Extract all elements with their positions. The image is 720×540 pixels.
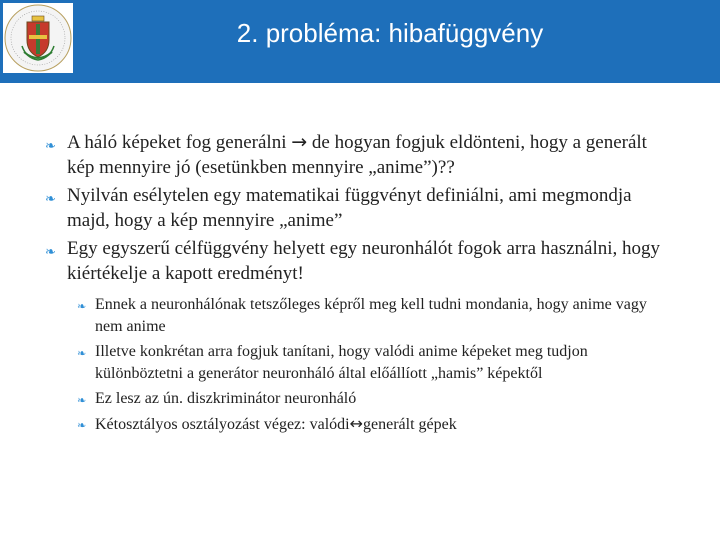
feather-bullet-icon: ❧ [45, 245, 56, 260]
sub-bullet-item [45, 388, 675, 410]
arrow-both-icon: ↔ [349, 414, 363, 433]
sub-bullet-item [45, 294, 675, 338]
feather-bullet-icon: ❧ [77, 300, 87, 313]
sub-bullet-item [45, 413, 675, 436]
sub-bullet-item [45, 341, 675, 385]
feather-bullet-icon: ❧ [45, 139, 56, 154]
sub-bullet-text-pre: Kétosztályos osztályozást végez: valódi [95, 416, 350, 433]
feather-bullet-icon: ❧ [77, 394, 87, 407]
bullet-item [45, 236, 675, 286]
sub-bullet-text-post: generált gépek [363, 416, 457, 433]
sub-bullet-text: Illetve konkrétan arra fogjuk tanítani, hogy valódi anime képeket meg tudjon különböztetni a generátor neuronháló által előállíott „hamis” képektől [95, 343, 588, 382]
sub-bullet-list [45, 294, 675, 436]
feather-bullet-icon: ❧ [77, 419, 87, 432]
bullet-text: Nyilván esélytelen egy matematikai függvényt definiálni, ami megmondja majd, hogy a kép mennyire „anime” [67, 185, 632, 231]
sub-bullet-text: Ez lesz az ún. diszkriminátor neuronháló [95, 390, 357, 407]
bullet-text-post: de hogyan fogjuk eldönteni, hogy a generált kép mennyire jó (esetünkben mennyire „anime”)?? [67, 132, 647, 178]
feather-bullet-icon: ❧ [45, 192, 56, 207]
coat-of-arms-logo-icon [2, 2, 74, 74]
arrow-right-icon: → [291, 131, 308, 153]
header-bar [0, 0, 720, 83]
bullet-text-pre: A háló képeket fog generálni [67, 132, 292, 153]
bullet-text: Egy egyszerű célfüggvény helyett egy neuronhálót fogok arra használni, hogy kiértékelje a kapott eredményt! [67, 238, 661, 284]
bullet-item [45, 130, 675, 180]
slide-title: 2. probléma: hibafüggvény [236, 18, 544, 48]
bullet-item [45, 183, 675, 233]
sub-bullet-text: Ennek a neuronhálónak tetszőleges képről meg kell tudni mondania, hogy anime vagy nem anime [95, 296, 647, 335]
feather-bullet-icon: ❧ [77, 347, 87, 360]
slide-content [45, 130, 675, 439]
